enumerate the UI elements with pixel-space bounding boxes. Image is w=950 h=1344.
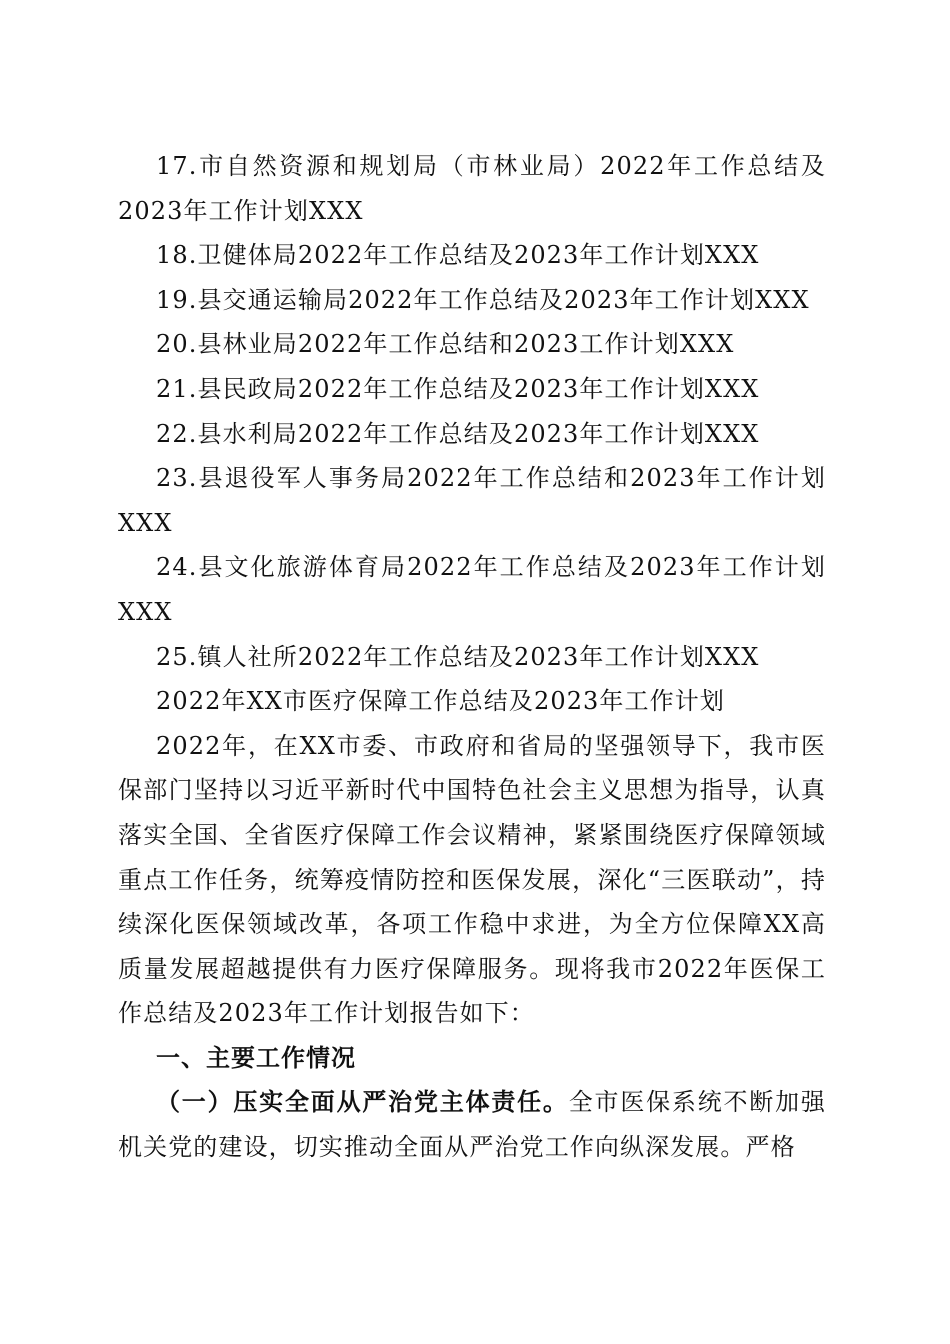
intro-paragraph: 2022年，在XX市委、市政府和省局的坚强领导下，我市医保部门坚持以习近平新时代中国特色社会主义思想为指导，认真落实全国、全省医疗保障工作会议精神，紧紧围绕医疗保障领域重点工作任务，统筹疫情防控和医保发展，深化“三医联动”，持续深化医保领域改革，各项工作稳中求进，为全方位保障XX高质量发展超越提供有力医疗保障服务。现将我市2022年医保工作总结及2023年工作计划报告如下： [118,731,826,1028]
subsection-text: 全市医保系统不断加强机关党的建设，切实推动全面从严治党工作向纵深发展。严格 [118,1088,826,1162]
list-number: 24. [156,553,198,582]
list-item-22 [118,412,826,457]
list-item-20 [118,322,826,367]
list-number: 25. [156,642,198,671]
list-number: 18. [156,241,198,270]
list-item-24 [118,545,826,634]
list-number: 21. [156,374,198,403]
subsection-lead: （一）压实全面从严治党主体责任。 [156,1087,569,1117]
subsection-paragraph [118,1080,826,1169]
list-item-18 [118,233,826,278]
list-item-17 [118,144,826,233]
list-text: 市自然资源和规划局（市林业局）2022年工作总结及2023年工作计划XXX [118,152,826,225]
document-title: 2022年XX市医疗保障工作总结及2023年工作计划 [156,687,725,716]
list-text: 县林业局2022年工作总结和2023工作计划XXX [197,330,735,359]
list-number: 20. [156,330,198,359]
list-text: 县文化旅游体育局2022年工作总结及2023年工作计划XXX [118,553,826,626]
list-text: 县交通运输局2022年工作总结及2023年工作计划XXX [197,285,810,314]
list-text: 县民政局2022年工作总结及2023年工作计划XXX [197,374,760,403]
list-number: 19. [156,285,198,314]
list-item-23 [118,456,826,545]
list-item-25 [118,635,826,680]
list-number: 23. [156,464,198,493]
list-item-21 [118,367,826,412]
list-number: 22. [156,419,198,448]
list-text: 县退役军人事务局2022年工作总结和2023年工作计划XXX [118,464,826,537]
list-text: 镇人社所2022年工作总结及2023年工作计划XXX [197,642,760,671]
section-heading: 一、主要工作情况 [156,1043,356,1072]
list-text: 县水利局2022年工作总结及2023年工作计划XXX [197,419,760,448]
list-item-19 [118,278,826,323]
document-page [118,144,826,1170]
list-number: 17. [156,152,198,180]
list-text: 卫健体局2022年工作总结及2023年工作计划XXX [197,241,760,270]
